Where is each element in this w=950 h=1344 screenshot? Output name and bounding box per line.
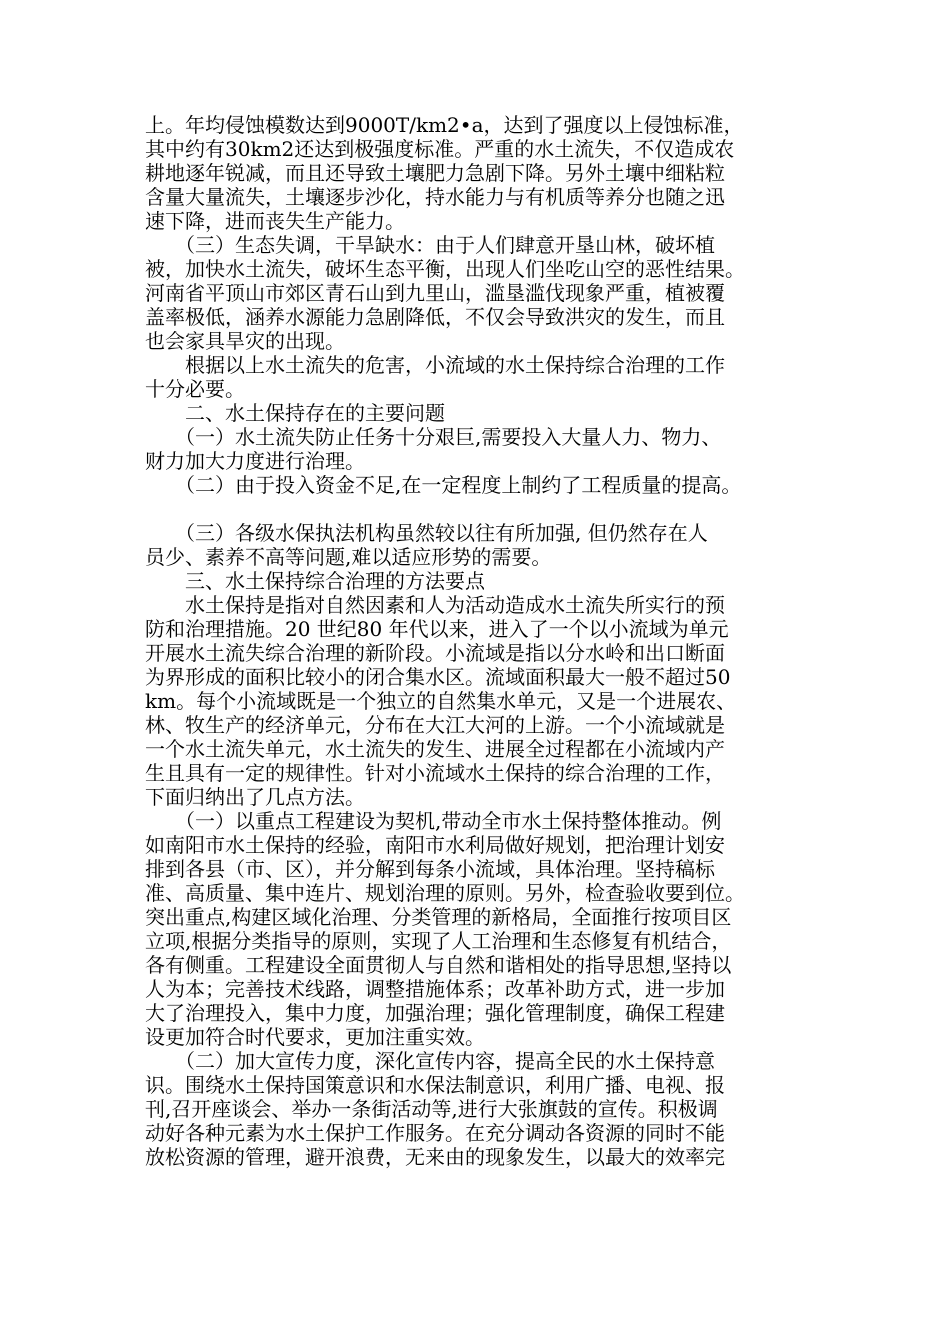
text-line: 含量大量流失，土壤逐步沙化，持水能力与有机质等养分也随之迅 [145, 185, 725, 209]
text-line: 三、水土保持综合治理的方法要点 [145, 569, 485, 593]
text-line: 放松资源的管理，避开浪费，无来由的现象发生，以最大的效率完 [145, 1145, 725, 1169]
text-line: 水土保持是指对自然因素和人为活动造成水土流失所实行的预 [145, 593, 725, 617]
text-line: 被，加快水土流失，破坏生态平衡，出现人们坐吃山空的恶性结果。 [145, 257, 745, 281]
text-line: 十分必要。 [145, 377, 245, 401]
text-line: （一）水土流失防止任务十分艰巨,需要投入大量人力、物力、 [145, 425, 722, 449]
text-line: 防和治理措施。20 世纪80 年代以来，进入了一个以小流域为单元 [145, 617, 729, 641]
text-line: 开展水土流失综合治理的新阶段。小流域是指以分水岭和出口断面 [145, 641, 725, 665]
text-line: （一）以重点工程建设为契机,带动全市水土保持整体推动。例 [145, 809, 722, 833]
text-line: 也会家具旱灾的出现。 [145, 329, 345, 353]
text-line: km。每个小流域既是一个独立的自然集水单元，又是一个进展农、 [145, 689, 737, 713]
text-line: （三）各级水保执法机构虽然较以往有所加强, 但仍然存在人 [145, 521, 708, 545]
text-line: 人为本；完善技术线路，调整措施体系；改革补助方式，进一步加 [145, 977, 725, 1001]
text-line: 准、高质量、集中连片、规划治理的原则。另外，检查验收要到位。 [145, 881, 745, 905]
text-line: 河南省平顶山市郊区青石山到九里山，滥垦滥伐现象严重，植被覆 [145, 281, 725, 305]
text-line: 一个水土流失单元，水土流失的发生、进展全过程都在小流域内产 [145, 737, 725, 761]
text-line: （二）加大宣传力度，深化宣传内容，提高全民的水土保持意 [145, 1049, 715, 1073]
text-line: 速下降，进而丧失生产能力。 [145, 209, 405, 233]
text-line: （三）生态失调，干旱缺水：由于人们肆意开垦山林，破坏植 [145, 233, 715, 257]
text-line: 员少、素养不高等问题,难以适应形势的需要。 [145, 545, 552, 569]
text-line: 其中约有30km2还达到极强度标准。严重的水土流失，不仅造成农 [145, 137, 735, 161]
text-line: （二）由于投入资金不足,在一定程度上制约了工程质量的提高。 [145, 473, 742, 497]
text-line: 财力加大力度进行治理。 [145, 449, 365, 473]
text-line: 排到各县（市、区），并分解到每条小流域，具体治理。坚持稿标 [145, 857, 715, 881]
text-line: 立项,根据分类指导的原则，实现了人工治理和生态修复有机结合， [145, 929, 732, 953]
text-line: 如南阳市水土保持的经验，南阳市水利局做好规划，把治理计划安 [145, 833, 725, 857]
text-line: 上。年均侵蚀模数达到9000T/km2•a，达到了强度以上侵蚀标准， [145, 113, 744, 137]
text-line: 突出重点,构建区域化治理、分类管理的新格局，全面推行按项目区 [145, 905, 732, 929]
text-line: 下面归纳出了几点方法。 [145, 785, 365, 809]
text-line: 盖率极低，涵养水源能力急剧降低，不仅会导致洪灾的发生，而且 [145, 305, 725, 329]
text-line: 设更加符合时代要求，更加注重实效。 [145, 1025, 485, 1049]
text-line: 为界形成的面积比较小的闭合集水区。流域面积最大一般不超过50 [145, 665, 731, 689]
text-line: 各有侧重。工程建设全面贯彻人与自然和谐相处的指导思想,坚持以 [145, 953, 732, 977]
text-line: 生且具有一定的规律性。针对小流域水土保持的综合治理的工作， [145, 761, 725, 785]
text-line: 动好各种元素为水土保护工作服务。在充分调动各资源的同时不能 [145, 1121, 725, 1145]
text-line: 大了治理投入，集中力度，加强治理；强化管理制度，确保工程建 [145, 1001, 725, 1025]
text-line: 耕地逐年锐减，而且还导致土壤肥力急剧下降。另外土壤中细粘粒 [145, 161, 725, 185]
text-line: 二、水土保持存在的主要问题 [145, 401, 445, 425]
text-line: 刊,召开座谈会、举办一条街活动等,进行大张旗鼓的宣传。积极调 [145, 1097, 718, 1121]
text-line: 林、牧生产的经济单元，分布在大江大河的上游。一个小流域就是 [145, 713, 725, 737]
text-line: 识。围绕水土保持国策意识和水保法制意识，利用广播、电视、报 [145, 1073, 725, 1097]
text-line: 根据以上水土流失的危害，小流域的水土保持综合治理的工作 [145, 353, 725, 377]
